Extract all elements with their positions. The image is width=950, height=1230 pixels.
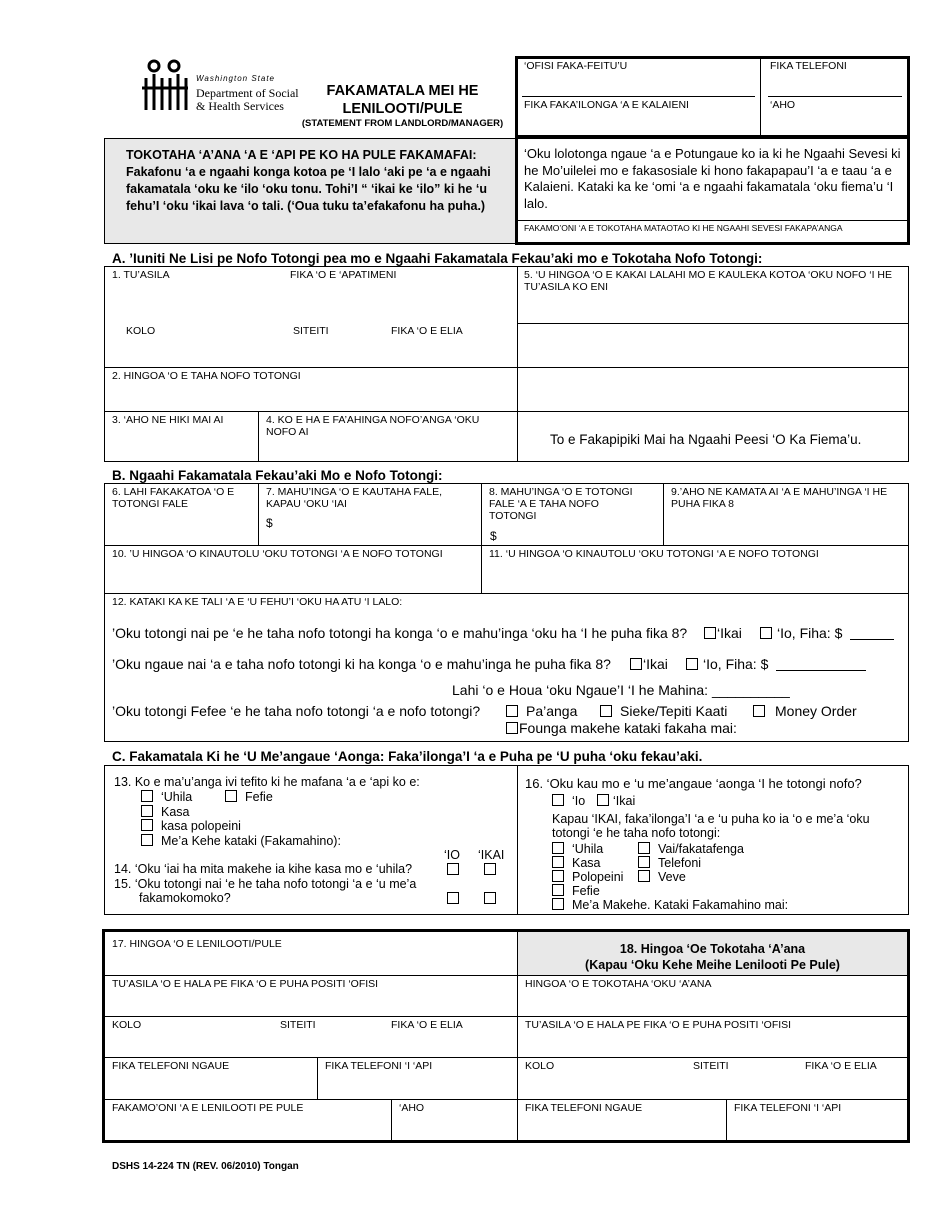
landlord-state-label: SITEITI [280,1019,316,1031]
q2-no-checkbox[interactable] [630,658,642,670]
zip-field[interactable] [388,338,513,366]
util-wood-label: Fefie [572,884,600,898]
question-payment-method: ’Oku totongi Fefee ‘e he taha nofo totongi ‘a e nofo totongi? [112,703,481,719]
yes-column-header: ‘IO [444,848,460,862]
dshs-logo [140,58,299,114]
util-electric-label: ‘Uhila [572,842,604,856]
office-date-label: ‘AHO [770,99,796,111]
owner-home-phone-field[interactable] [730,1116,905,1140]
housing-authority-dollar: $ [266,516,273,530]
housing-authority-label: 7. MAHU’INGA ‘O E KAUTAHA FALE, KAPAU ‘OKU ‘IAI [266,486,443,510]
title-subtitle: (STATEMENT FROM LANDLORD/MANAGER) [301,118,504,129]
q2-amount-field[interactable] [776,655,866,671]
household-members-label: 5. ‘U HINGOA ‘O E KAKAI LALAHI MO E KAULEKA KOTOA ‘OKU NOFO ‘I HE TU’ASILA KO ENI [524,269,892,293]
q15-cooling: 15. ‘Oku totongi nai ‘e he taha nofo totongi ‘a e ‘u me’a [114,877,417,891]
util-water-label: Vai/fakatafenga [658,842,744,856]
pay-check-checkbox[interactable] [600,705,612,717]
heat-other-checkbox[interactable] [141,834,153,846]
occupancy-type-field[interactable] [262,440,512,460]
q16-yes-checkbox[interactable] [552,794,564,806]
q15-no-checkbox[interactable] [484,892,496,904]
util-propane-label: Polopeini [572,870,624,884]
q2-yes-label: ‘Io, Fiha: $ [703,656,769,672]
question-tenant-works: ’Oku ngaue nai ‘a e taha nofo totongi ki ha konga ‘o e mahu’inga he puha fika 8? [112,656,611,672]
pay-cash-label: Pa’anga [526,703,578,719]
q13-heat-source: 13. Ko e ma’u’anga ivi tefito ki he mafana ‘a e ‘api ko e: [114,775,420,789]
address-label: 1. TU’ASILA [112,269,170,281]
apt-label: FIKA ‘O E ‘APATIMENI [290,269,397,281]
q16-no-label: ‘Ikai [613,794,636,808]
landlord-signature-label: FAKAMO’ONI ‘A E LENILOOTI PE PULE [112,1102,304,1114]
landlord-zip-label: FIKA ‘O E ELIA [391,1019,463,1031]
q1-amount-field[interactable] [850,624,894,640]
payers2-label: 11. ‘U HINGOA ‘O KINAUTOLU ‘OKU TOTONGI ‘A E NOFO TOTONGI [489,548,819,560]
address-field[interactable] [108,282,278,320]
section-b-title: B. Ngaahi Fakamatala Fekau’aki Mo e Nofo Totongi: [112,468,443,483]
pay-other-checkbox[interactable] [506,722,518,734]
util-electric-checkbox[interactable] [552,842,564,854]
local-office-label: ‘OFISI FAKA-FEITU’U [524,60,628,72]
tenant-rent-field[interactable] [502,526,658,544]
heat-propane-checkbox[interactable] [141,819,153,831]
landlord-city-state-zip-field[interactable] [108,1033,513,1055]
landlord-home-phone-label: FIKA TELEFONI ‘I ‘API [325,1060,433,1072]
owner-section-subtitle: (Kapau ‘Oku Kehe Meihe Lenilooti Pe Pule) [585,958,840,972]
util-wood-checkbox[interactable] [552,884,564,896]
tenant-name-label: 2. HINGOA ‘O E TAHA NOFO TOTONGI [112,370,301,382]
landlord-name-label: 17. HINGOA ‘O E LENILOOTI/PULE [112,938,282,950]
q16-note: Kapau ‘IKAI, faka’ilonga’I ‘a e ‘u puha ko ia ‘o e me’a ‘oku totongi ‘e he taha nofo totongi: [552,812,870,840]
owner-name-field[interactable] [521,992,905,1014]
owner-zip-label: FIKA ‘O E ELIA [805,1060,877,1072]
landlord-home-phone-field[interactable] [321,1074,513,1097]
q1-yes-checkbox[interactable] [760,627,772,639]
owner-address-label: TU’ASILA ‘O E HALA PE FIKA ‘O E PUHA POSITI ‘OFISI [525,1019,792,1031]
occupancy-type-label: 4. KO E HA E FA’AHINGA NOFO’ANGA ‘OKU NOFO AI [266,414,480,438]
title-line2: LENILOOTI/PULE [342,101,463,117]
heat-electric-checkbox[interactable] [141,790,153,802]
logo-line2: & Health Services [196,99,284,113]
q1-yes-label: ‘Io, Fiha: $ [777,625,843,641]
q2-yes-checkbox[interactable] [686,658,698,670]
owner-home-phone-label: FIKA TELEFONI ‘I ‘API [734,1102,842,1114]
move-in-date-label: 3. ‘AHO NE HIKI MAI AI [112,414,224,426]
heat-gas-label: Kasa [161,805,190,819]
util-gas-label: Kasa [572,856,601,870]
util-gas-checkbox[interactable] [552,856,564,868]
attach-pages-note: To e Fakapipiki Mai ha Ngaahi Peesi ‘O Ka Fiema’u. [550,432,862,447]
section-a-title: A. ’Iuniti Ne Lisi pe Nofo Totongi pea mo e Ngaahi Fakamatala Fekau’aki mo e Tokotaha Nofo Totongi: [112,251,763,266]
household-members-field[interactable] [520,296,906,426]
q1-no-label: ‘Ikai [717,625,742,641]
q15-yes-checkbox[interactable] [447,892,459,904]
util-other-label: Me’a Makehe. Kataki Fakamahino mai: [572,898,789,912]
pay-other-label: Founga makehe kataki fakaha mai: [519,720,737,736]
start-date-field[interactable] [668,512,906,542]
pay-cash-checkbox[interactable] [506,705,518,717]
tenant-name-field[interactable] [108,383,513,409]
owner-state-label: SITEITI [693,1060,729,1072]
logo-line1: Department of Social [196,86,299,100]
q14-no-checkbox[interactable] [484,863,496,875]
section-c-title: C. Fakamatala Ki he ‘U Me’angaue ‘Aonga: Faka’ilonga’I ‘a e Puha pe ‘U puha ‘oku fekau’aki. [112,749,703,764]
payers-field[interactable] [108,562,478,591]
landlord-name-field[interactable] [108,952,513,973]
landlord-date-field[interactable] [395,1116,513,1140]
owner-address-field[interactable] [521,1033,905,1055]
form-id: DSHS 14-224 TN (REV. 06/2010) Tongan [112,1161,299,1172]
client-id-label: FIKA FAKA’ILONGA ‘A E KALAIENI [524,99,689,111]
financial-worker-signature-label: FAKAMO’ONI ‘A E TOKOTAHA MATAOTAO KI HE NGAAHI SEVESI FAKAPA’ANGA [524,223,843,233]
util-propane-checkbox[interactable] [552,870,564,882]
heat-wood-checkbox[interactable] [225,790,237,802]
landlord-address-field[interactable] [108,992,513,1014]
office-phone-label: FIKA TELEFONI [770,60,847,72]
util-garbage-checkbox[interactable] [638,870,650,882]
hours-per-month[interactable]: Lahi ‘o e Houa ‘oku Ngaue’I ‘I he Mahina: __________ [452,682,790,698]
total-rent-label: 6. LAHI FAKAKATOA ‘O E TOTONGI FALE [112,486,235,510]
landlord-work-phone-label: FIKA TELEFONI NGAUE [112,1060,230,1072]
housing-authority-field[interactable] [278,512,476,542]
owner-work-phone-label: FIKA TELEFONI NGAUE [525,1102,643,1114]
form-title [290,82,515,130]
state-field[interactable] [288,338,378,366]
question-tenant-pays-portion: ’Oku totongi nai pe ‘e he taha nofo totongi ha konga ‘o e mahu’inga ‘oku ha ‘I he puha fika 8? [112,625,688,641]
landlord-work-phone-field[interactable] [108,1074,313,1097]
city-field[interactable] [108,338,278,366]
q1-no-checkbox[interactable] [704,627,716,639]
pay-check-label: Sieke/Tepiti Kaati [620,703,728,719]
payers2-field[interactable] [486,562,906,591]
util-water-checkbox[interactable] [638,842,650,854]
landlord-city-label: KOLO [112,1019,142,1031]
notice-dshs-text: ‘Oku lolotonga ngaue ‘a e Potungaue ko ia ki he Ngaahi Sevesi ki he Mo’uilelei mo e fakasosiale ki hono fakapapau’I ‘a e taau ‘a e Kalaieni. Kataki ka ke ‘omi ‘a e ngaahi fakamatala ‘oku fiema’u ‘I lalo. [524,146,901,211]
questions-instruction: 12. KATAKI KA KE TALI ‘A E ‘U FEHU’I ‘OKU HA ATU ‘I LALO: [112,596,403,608]
zip-label: FIKA ‘O E ELIA [391,325,463,337]
city-label: KOLO [126,325,156,337]
util-phone-label: Telefoni [658,856,702,870]
pay-money-order-checkbox[interactable] [753,705,765,717]
util-phone-checkbox[interactable] [638,856,650,868]
total-rent-field[interactable] [108,514,254,542]
payers-label: 10. ’U HINGOA ‘O KINAUTOLU ‘OKU TOTONGI ‘A E NOFO TOTONGI [112,548,443,560]
q14-yes-checkbox[interactable] [447,863,459,875]
heat-propane-label: kasa polopeini [161,819,241,833]
q15-cooling-line2: fakamokomoko? [139,891,231,905]
owner-city-state-zip-field[interactable] [521,1074,905,1097]
heat-wood-label: Fefie [245,790,273,804]
owner-name-label: HINGOA ‘O E TOKOTAHA ‘OKU ‘A’ANA [525,978,712,990]
owner-work-phone-field[interactable] [521,1116,722,1140]
notice-landlord-text: TOKOTAHA ‘A’ANA ‘A E ‘API PE KO HA PULE FAKAMAFAI: Fakafonu ‘a e ngaahi konga kotoa pe ‘I lalo ‘aki pe ‘a e ngaahi fakamatala ‘oku ke ‘ilo ‘oku tonu. Tohi’I “ ‘ikai ke ‘ilo” ki he ‘u fehu’I ‘oku ‘ikai lava ‘o tali. (‘Oua tuku ta’efakafonu ha puha.) [126,148,491,213]
landlord-address-label: TU’ASILA ‘O E HALA PE FIKA ‘O E PUHA POSITI ‘OFISI [112,978,379,990]
tenant-rent-dollar: $ [490,529,497,543]
landlord-date-label: ‘AHO [399,1102,425,1114]
landlord-signature-field[interactable] [108,1116,387,1140]
util-other-checkbox[interactable] [552,898,564,910]
q16-no-checkbox[interactable] [597,794,609,806]
q2-no-label: ‘Ikai [643,656,668,672]
heat-gas-checkbox[interactable] [141,805,153,817]
move-in-date-field[interactable] [108,428,254,460]
owner-section-title: 18. Hingoa ‘Oe Tokotaha ‘A’ana [619,942,806,956]
apt-field[interactable] [288,282,508,320]
pay-money-order-label: Money Order [775,703,857,719]
util-garbage-label: Veve [658,870,686,884]
q16-utilities-included: 16. ‘Oku kau mo e ‘u me’angaue ‘aonga ‘I he totongi nofo? [525,776,862,791]
state-label: SITEITI [293,325,329,337]
owner-city-label: KOLO [525,1060,555,1072]
q16-yes-label: ‘Io [572,794,586,808]
heat-other-label: Me’a Kehe kataki (Fakamahino): [161,834,341,848]
title-line1: FAKAMATALA MEI HE [326,83,479,99]
q14-separate-meter: 14. ‘Oku ‘iai ha mita makehe ia kihe kasa mo e ‘uhila? [114,862,413,876]
logo-state: Washington State [196,74,276,83]
start-date-label: 9.’AHO NE KAMATA AI ‘A E MAHU’INGA ‘I HE PUHA FIKA 8 [671,486,888,510]
heat-electric-label: ‘Uhila [161,790,193,804]
dshs-logo-icon [140,58,190,114]
tenant-rent-label: 8. MAHU’INGA ‘O E TOTONGI FALE ‘A E TAHA NOFO TOTONGI [489,486,633,522]
no-column-header: ‘IKAI [478,848,505,862]
